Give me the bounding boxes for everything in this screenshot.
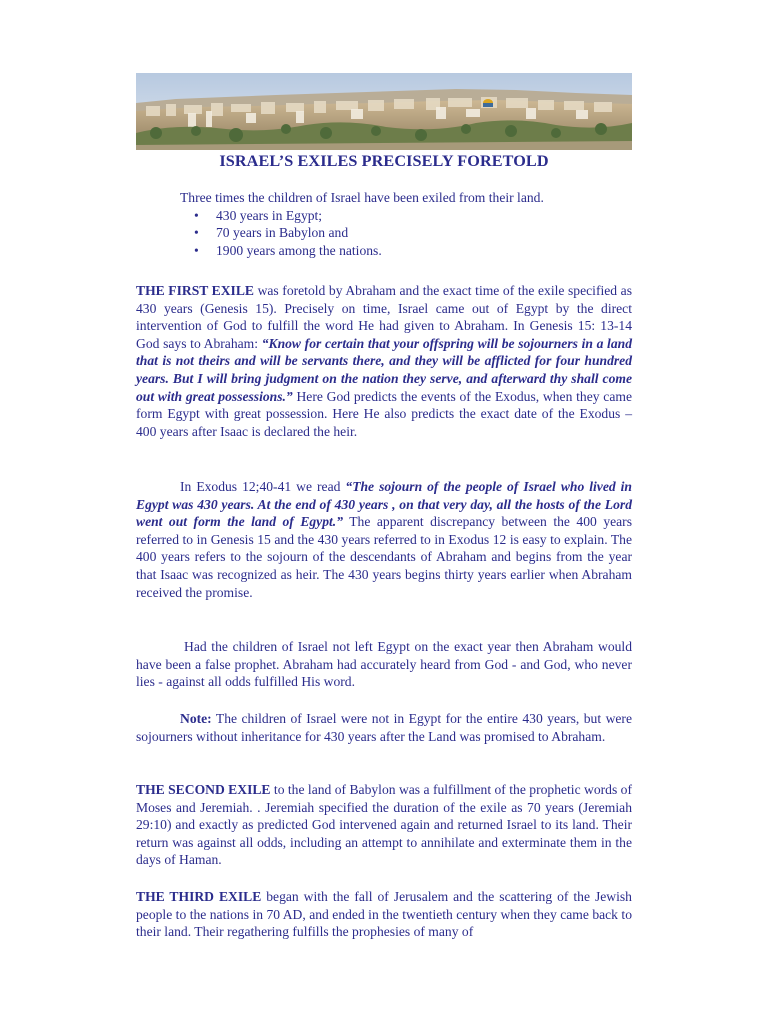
list-item: • 70 years in Babylon and — [136, 224, 632, 242]
exodus-text-2: The apparent discrepancy between the 400 years referred to in Genesis 15 and the 430 years referred to in Exodus 12 is easy to explain. The 400 years refers to the sojourn of the descendants of Abraham and begins from the year that Isaac was recognized as heir. The 430 years begins thirty years earlier when Abraham received the promise. — [136, 514, 632, 600]
first-exile-heading: THE FIRST EXILE — [136, 283, 254, 298]
intro-lead: Three times the children of Israel have been exiled from their land. — [180, 190, 544, 205]
genesis-quote: “Know for certain that your offspring will be sojourners in a land that is not theirs and will be servants there, and they will be afflicted for four hundred years. But I will bring judgment on the nation they serve, and afterward thy shall come out with great possessions.” — [136, 335, 632, 404]
third-exile-paragraph — [136, 888, 632, 941]
jerusalem-panorama-image — [136, 73, 632, 150]
list-item: • 430 years in Egypt; — [136, 207, 632, 225]
first-exile-text-2: Here God predicts the events of the Exodus, when they came form Egypt with great possession. Here He also predicts the exact date of the Exodus – 400 years after Isaac is declared the heir. — [136, 388, 632, 439]
first-exile-text-1: was foretold by Abraham and the exact time of the exile specified as 430 years (Genesis 15). Precisely on time, Israel came out of Egypt by the direct intervention of God to fulfill the word He had given to Abraham. In Genesis 15: 13-14 God says to Abraham: — [136, 283, 632, 351]
intro-section — [136, 189, 632, 259]
second-exile-paragraph — [136, 781, 632, 869]
first-exile-paragraph — [136, 282, 632, 440]
exodus-text-1: In Exodus 12;40-41 we read — [180, 479, 346, 494]
list-item: • 1900 years among the nations. — [136, 242, 632, 260]
exile-list — [136, 207, 632, 260]
note-paragraph — [136, 710, 632, 745]
false-prophet-paragraph — [136, 638, 632, 691]
exodus-paragraph — [136, 478, 632, 601]
third-exile-heading: THE THIRD EXILE — [136, 889, 262, 904]
note-text: The children of Israel were not in Egypt for the entire 430 years, but were sojourners without inheritance for 430 years after the Land was promised to Abraham. — [136, 711, 632, 744]
false-prophet-text: Had the children of Israel not left Egypt on the exact year then Abraham would have been a false prophet. Abraham had accurately heard from God - and God, who never lies - against all odds fulfilled His word. — [136, 639, 632, 690]
second-exile-text: to the land of Babylon was a fulfillment of the prophetic words of Moses and Jeremiah. . Jeremiah specified the duration of the exile as 70 years (Jeremiah 29:10) and exactly as predicted God intervened again and returned Israel to its land. Their return was against all odds, including an attempt to annihilate and exterminate them in the days of Haman. — [136, 782, 632, 868]
exodus-quote: “The sojourn of the people of Israel who lived in Egypt was 430 years. At the end of 430 years , on that very day, all the hosts of the Lord went out form the land of Egypt.” — [136, 479, 632, 530]
document-title: ISRAEL’S EXILES PRECISELY FORETOLD — [219, 152, 549, 170]
note-label: Note: — [180, 711, 212, 726]
second-exile-heading: THE SECOND EXILE — [136, 782, 271, 797]
third-exile-text: began with the fall of Jerusalem and the scattering of the Jewish people to the nations in 70 AD, and ended in the twentieth century when they came back to their land. Their regathering fulfills the prophesies of many of — [136, 889, 632, 940]
